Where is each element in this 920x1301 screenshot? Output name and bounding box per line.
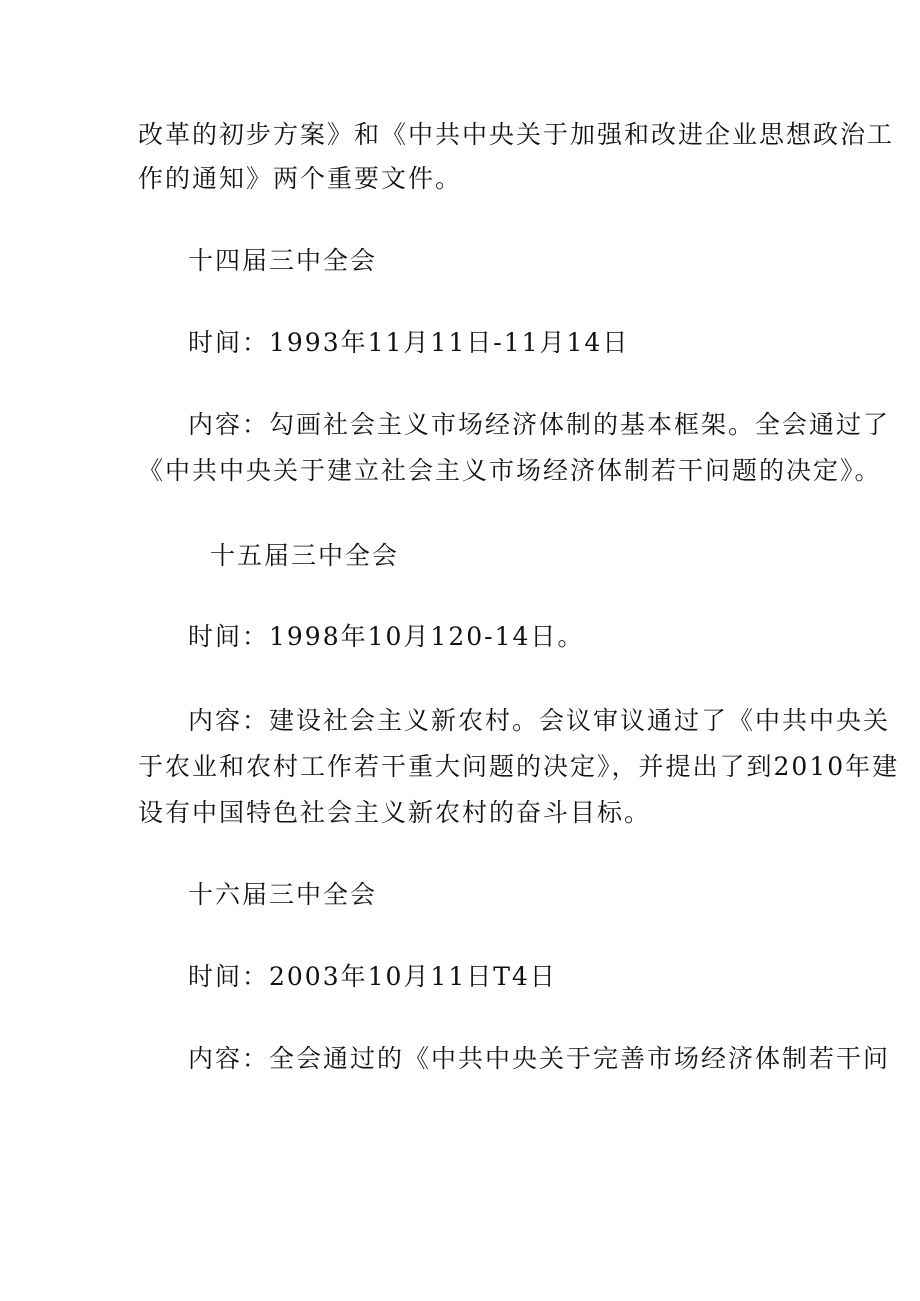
content-line: 于农业和农村工作若干重大问题的决定》，并提出了到2010年建	[138, 752, 900, 781]
section-heading: 十四届三中全会	[188, 246, 378, 275]
paragraph-line: 作的通知》两个重要文件。	[138, 164, 463, 193]
content-line: 内容：勾画社会主义市场经济体制的基本框架。全会通过了	[188, 410, 891, 439]
time-line: 时间：1998年10月120-14日。	[188, 622, 585, 651]
content-line: 内容：全会通过的《中共中央关于完善市场经济体制若干问	[188, 1044, 891, 1073]
section-heading: 十六届三中全会	[188, 880, 378, 909]
content-line: 《中共中央关于建立社会主义市场经济体制若干问题的决定》。	[138, 456, 882, 485]
time-line: 时间：1993年11月11日-11月14日	[188, 328, 630, 357]
content-line: 设有中国特色社会主义新农村的奋斗目标。	[138, 798, 652, 827]
paragraph-line: 改革的初步方案》和《中共中央关于加强和改进企业思想政治工	[138, 120, 895, 149]
time-line: 时间：2003年10月11日T4日	[188, 962, 557, 991]
content-line: 内容：建设社会主义新农村。会议审议通过了《中共中央关	[188, 706, 891, 735]
section-heading: 十五届三中全会	[210, 541, 400, 570]
